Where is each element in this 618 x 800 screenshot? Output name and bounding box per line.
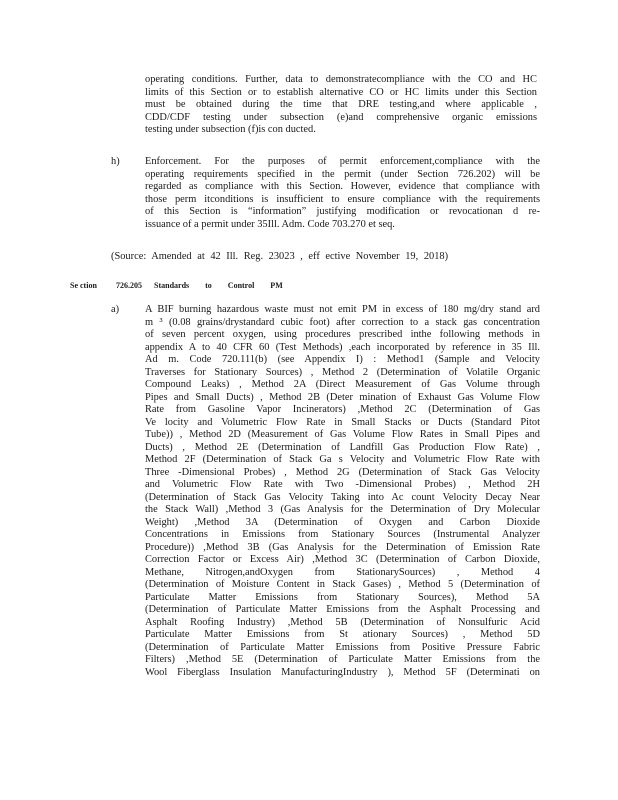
text-line: operating conditions. Further, data to demonstratecompliance with the CO and HC [145,74,537,85]
text-line: Weight) ,Method 3A (Determination of Oxygen and Carbon Dioxide [145,516,540,528]
text-line: of this Section is “information” justifying modification or revocationan d re- [145,206,540,217]
text-line: Wool Fiberglass Insulation ManufacturingIndustry ), Method 5F (Determinati on [145,666,540,678]
paragraph-h-marker: h) [111,156,120,167]
section-number: 726.205 [116,281,142,290]
text-line: Enforcement. For the purposes of permit enforcement,compliance with the [145,156,540,167]
section-title: Standards to Control PM [154,281,283,290]
source-note: (Source: Amended at 42 Ill. Reg. 23023 , eff ective November 19, 2018) [111,251,449,262]
paragraph-a-body [145,304,540,679]
text-line: (Determination of Particulate Matter Emissions from Positive Pressure Fabric [145,641,540,653]
text-line: Particulate Matter Emissions from St ationary Sources) , Method 5D [145,629,540,640]
text-line: Three -Dimensional Probes) , Method 2G (Determination of Stack Gas Velocity [145,466,540,478]
text-line: Concentrations in Emissions from Stationary Sources (Instrumental Analyzer [145,529,540,540]
text-line: CDD/CDF testing under subsection (e)and comprehensive organic emissions [145,111,537,123]
section-label: Se ction [70,281,97,290]
text-line: the Stack Wall) ,Method 3 (Gas Analysis for the Determination of Dry Molecular [145,504,540,515]
text-line: (Determination of Stack Gas Velocity Taking into Ac count Velocity Decay Near [145,491,540,503]
text-line: and Volumetric Flow Rate with Two -Dimensional Probes) , Method 2H [145,479,540,490]
text-line: Ducts) , Method 2E (Determination of Landfill Gas Production Flow Rate) , [145,441,540,453]
text-line: Ad m. Code 720.111(b) (see Appendix I) : Method1 (Sample and Velocity [145,354,540,365]
text-line: Rate from Gasoline Vapor Incinerators) ,Method 2C (Determination of Gas [145,404,540,415]
section-heading [70,280,370,293]
text-line: Methane, Nitrogen,andOxygen from StationarySources) , Method 4 [145,566,540,578]
paragraph-a-marker: a) [111,304,120,315]
text-line: Tube)) , Method 2D (Measurement of Gas Volume Flow Rates in Small Pipes and [145,429,540,440]
paragraph-g-continuation [145,74,537,137]
text-line: (Determination of Moisture Content in Stack Gases) , Method 5 (Determination of [145,579,540,590]
text-line: of seven percent oxygen, using procedures prescribed inthe following methods in [145,329,540,340]
text-line: regarded as compliance with this Section. However, evidence that compliance with [145,181,540,192]
text-line: operating requirements specified in the permit (under Section 726.202) will be [145,168,540,180]
text-line: Compound Leaks) , Method 2A (Direct Measurement of Gas Volume through [145,379,540,390]
text-line: issuance of a permit under 35Ill. Adm. Code 703.270 et seq. [145,218,395,230]
text-line: appendix A to 40 CFR 60 (Test Methods) ,each incorporated by reference in 35 Ill. [145,341,540,353]
text-line: Correction Factor or Excess Air) ,Method 3C (Determination of Carbon Dioxide, [145,554,540,565]
text-line: Traverses for Stationary Sources) , Method 2 (Determination of Volatile Organic [145,366,540,378]
text-line: Filters) ,Method 5E (Determination of Particulate Matter Emissions from the [145,654,540,665]
text-line: testing under subsection (f)is con ducted. [145,124,316,135]
text-line: A BIF burning hazardous waste must not emit PM in excess of 180 mg/dry stand ard [145,304,540,315]
text-line: Pipes and Small Ducts) , Method 2B (Deter mination of Exhaust Gas Volume Flow [145,391,540,403]
text-line: Procedure)) ,Method 3B (Gas Analysis for the Determination of Emission Rate [145,541,540,553]
paragraph-h-body [145,156,540,231]
text-line: m ³ (0.08 grains/drystandard cubic foot) after correction to a stack gas concentration [145,316,540,328]
text-line: Method 2F (Determination of Stack Ga s Velocity and Volumetric Flow Rate with [145,454,540,465]
text-line: Asphalt Roofing Industry) ,Method 5B (Determination of Nonsulfuric Acid [145,616,540,628]
text-line: (Determination of Particulate Matter Emissions from the Asphalt Processing and [145,604,540,615]
text-line: those perm itconditions is insufficient to ensure compliance with the requirements [145,193,540,205]
text-line: limits of this Section or to establish alternative CO or HC limits under this Section [145,86,537,98]
text-line: must be obtained during the time that DRE testing,and where applicable , [145,99,537,110]
text-line: Particulate Matter Emissions from Stationary Sources), Method 5A [145,591,540,603]
text-line: Ve locity and Volumetric Flow Rate in Small Stacks or Ducts (Standard Pitot [145,416,540,428]
